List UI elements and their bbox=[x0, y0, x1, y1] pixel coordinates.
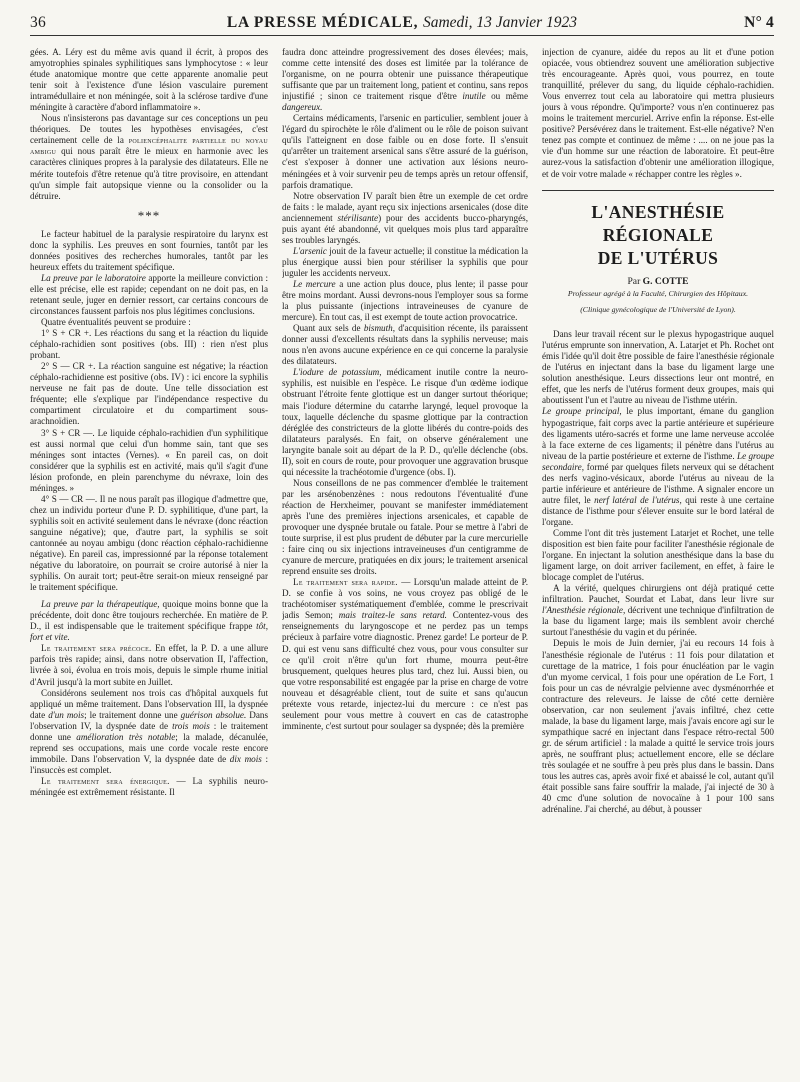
author-byline: Par G. COTTE bbox=[627, 275, 689, 287]
paragraph: Le mercure a une action plus douce, plus lente; il passe pour être moins mordant. Aussi devrons-nous l'employer sous sa forme la plus puissante (injections intraveineuses de cyanure de mercure). En tout cas, il est exempt de toute action provocatrice. bbox=[282, 278, 528, 323]
emphasis: tôt, fort et vite. bbox=[30, 621, 268, 643]
small-caps-phrase: poliencéphalite partielle du noyau ambigu bbox=[30, 135, 268, 157]
text-columns bbox=[30, 47, 774, 1074]
paragraph: Quatre éventualités peuvent se produire : bbox=[41, 317, 191, 328]
paragraph: La preuve par le laboratoire apporte la meilleure conviction : elle est précise, elle est rapide; cependant on ne doit pas, en la retenant seule, juger en dernier ressort, car certains concours de circonstances faussent parfois nos plus légitimes conclusions. bbox=[30, 272, 268, 316]
column-1 bbox=[30, 47, 268, 1074]
emphasis: L'iodure de potassium, bbox=[293, 367, 382, 378]
paragraph: 4° S — CR —. Il ne nous paraît pas illogique d'admettre que, chez un individu porteur d'une P. D. syphilitique, d'une part, la syphilis soit en activité seulement dans le névraxe (donc réaction sanguine négative); que, d'autre part, la syphilis se soit cantonnée au noyau ambigu (donc réaction céphalo-rachidienne négative). En pareil cas, impressionné par la réponse totalement négative du laboratoire, on pourrait se croire autorisé à nier la syphilis. On aurait tort; peut-être serait-on mieux renseigné par le traitement spécifique. bbox=[30, 493, 268, 593]
page-header bbox=[30, 14, 774, 36]
author-name: G. COTTE bbox=[642, 275, 689, 287]
section-asterism: *** bbox=[137, 207, 161, 223]
paragraph: Le traitement sera rapide. — Lorsqu'un malade atteint de P. D. se confie à vos soins, ne vous croyez pas obligé de le trachéotomiser systématiquement d'emblée, comme le prescrivait jadis Semon; mais traitez-le sans retard. Contentez-vous des renseignements du laryngoscope et ne perdez pas un temps précieux à parfaire votre diagnostic. Prenez garde! Le porteur de P. D. qui est venu sans difficulté chez vous, pour vous consulter sur ce qu'il croit n'être qu'un fort rhume, mourra peut-être brusquement, quelques heures plus tard, chez lui. Aussi bien, ou que votre responsabilité est engagée par la prise en charge de votre nouveau et désagréable client, tout de suite et sans qu'aucun prétexte vous retarde, injectez-lui du mercure : ce n'est pas seulement pour vous mettre à couvert en cas de catastrophe imminente, c'est surtout pour soulager sa dyspnée; dès la première bbox=[282, 577, 528, 731]
paragraph: Certains médicaments, l'arsenic en particulier, semblent jouer à l'égard du spirochète le rôle d'aliment ou le rôle de poison suivant qu'ils l'atteignent en dose faible ou en dose forte. Il s'ensuit qu'arrêter un traitement arsenical sans s'être assuré de la guérison, c'est s'exposer à donner une activation aux lésions neuro-méningées et à voir survenir peu de temps après un retour offensif, parfois dramatique. bbox=[282, 113, 528, 190]
paragraph: 2° S — CR +. La réaction sanguine est négative; la réaction céphalo-rachidienne est positive (obs. IV) : ici encore la syphilis nerveuse ne fait pas de doute. Une telle dissociation est fréquente; elle s'explique par l'indépendance respective du compartiment circulatoire et du compartiment sous-arachnoïdien. bbox=[30, 361, 268, 427]
journal-title bbox=[70, 14, 734, 32]
paragraph: faudra donc atteindre progressivement des doses élevées; mais, comme cette intensité des doses est limitée par la tolérance de l'organisme, on ne pourra obtenir une puissance thérapeutique suffisante que par un traitement long, patient et continu, sans repos injustifié ; sinon ce traitement risque d'être inutile ou même dangereux. bbox=[282, 47, 528, 113]
section-lead: Le traitement sera rapide. bbox=[293, 577, 398, 588]
paragraph: Considérons seulement nos trois cas d'hôpital auxquels fut appliqué un même traitement. Dans l'observation III, la dyspnée date d'un mois; le traitement donne une guérison absolue. Dans l'observation IV, la dyspnée date de trois mois : le traitement donne une amélioration très notable; la malade, décanulée, reprend ses occupations, mais une corde vocale reste encore immobile. Dans l'observation V, la dyspnée date de dix mois : l'insuccès est complet. bbox=[30, 687, 268, 775]
journal-name: LA PRESSE MÉDICALE, bbox=[226, 14, 419, 31]
article-title: L'ANESTHÉSIE RÉGIONALE DE L'UTÉRUS bbox=[591, 201, 725, 268]
paragraph: Nous n'insisterons pas davantage sur ces conceptions un peu théoriques. De toutes les hypothèses envisagées, c'est certainement celle de la poliencéphalite partielle du noyau ambigu qui nous paraît être le mieux en harmonie avec les caractères cliniques propres à la paralysie des dilatateurs. Elle ne mérite toutefois d'être retenue qu'à titre provisoire, en attendant qu'un simple fait autopsique vienne ou la consolider ou la détruire. bbox=[30, 113, 268, 201]
paragraph: A la vérité, quelques chirurgiens ont déjà pratiqué cette infiltration. Pauchet, Sourdat et Labat, dans leur livre sur l'Anesthésie régionale, décrivent une technique d'infiltration de la base du ligament large; mais ils semblent avoir cherché surtout l'anesthésie du vagin et du périnée. bbox=[542, 583, 774, 638]
paragraph: Le traitement sera énergique. — La syphilis neuro-méningée est extrêmement résistante. Il bbox=[30, 775, 268, 797]
author-affiliation: Professeur agrégé à la Faculté, Chirurgien des Hôpitaux. bbox=[567, 288, 749, 298]
emphasis: Le mercure bbox=[293, 278, 336, 289]
paragraph: Le facteur habituel de la paralysie respiratoire du larynx est donc la syphilis. Les preuves en sont fournies, tantôt par les données positives des recherches humorales, tantôt par les heureux effets du traitement spécifique. bbox=[30, 228, 268, 272]
issue-number: N° 4 bbox=[744, 14, 774, 31]
paragraph: injection de cyanure, aidée du repos au lit et d'une potion opiacée, vous obtiendrez souvent une amélioration subjective très encourageante. Après quoi, vous pourrez, en toute tranquillité, prélever du sang, du liquide céphalo-rachidien. Vous enverrez tout cela au laboratoire qui mettra plusieurs jours à vous répondre. Qu'importe? vous n'en continuerez pas moins le traitement mercuriel. Arrive enfin la réponse. Est-elle positive? Persévérez dans le traitement. Est-elle négative? N'en tenez pas compte et continuez de même : .... on ne joue pas la vie d'un homme sur une réaction de laboratoire. Et peut-être aurez-vous la satisfaction d'obtenir une amélioration illogique, et de voir votre malade « réchapper contre les règles ». bbox=[542, 47, 774, 179]
paragraph: 3° S + CR —. Le liquide céphalo-rachidien d'un syphilitique est aussi normal que celui d'un homme sain, tant que ses méninges sont intactes (Vernes). « En pareil cas, on doit considérer que la syphilis est en activité, mais qu'il s'agit d'une lésion profonde, en plein parenchyme du névraxe, loin des méninges. » bbox=[30, 427, 268, 493]
paragraph: La preuve par la thérapeutique, quoique moins bonne que la précédente, doit donc être toujours recherchée. En matière de P. D., il est indispensable que le traitement spécifique frappe tôt, fort et vite. bbox=[30, 599, 268, 643]
paragraph: Comme l'ont dit très justement Latarjet et Rochet, une telle disposition est bien faite pour faciliter l'anesthésie régionale de l'organe. En injectant la solution anesthésique dans la base du ligament large, on doit arriver facilement, en effet, à faire le blocage complet de l'utérus. bbox=[542, 528, 774, 583]
column-2 bbox=[282, 47, 528, 1074]
emphasis: La preuve par la thérapeutique, bbox=[41, 599, 160, 610]
clinic-name: (Clinique gynécologique de l'Université de Lyon). bbox=[580, 305, 736, 315]
paragraph: 1° S + CR +. Les réactions du sang et la réaction du liquide céphalo-rachidien sont positives (obs. III) : rien n'est plus probant. bbox=[30, 328, 268, 361]
paragraph: Quant aux sels de bismuth, d'acquisition récente, ils paraissent donner aussi d'excellents résultats dans la syphilis nerveuse; mais nous n'en avons aucune expérience en ce qui concerne la paralysie des dilatateurs. bbox=[282, 323, 528, 367]
section-lead: Le traitement sera précoce. bbox=[41, 643, 152, 654]
paragraph: Notre observation IV paraît bien être un exemple de cet ordre de faits : le malade, ayant reçu six injections arsenicales (dose dite anciennement stérilisante) pour des accidents bucco-pharyngés, puis ayant été abandonné, vit quelques mois plus tard apparaître ses troubles laryngés. bbox=[282, 190, 528, 245]
paragraph: Nous conseillons de ne pas commencer d'emblée le traitement par les arsénobenzènes : nous redoutons l'éventualité d'une réaction de Herxheimer, pouvant se manifester immédiatement après l'une des premières injections arsenicales, et capable de provoquer une dyspnée brutale ou fatale. Pour se mettre à l'abri de toute surprise, il est plus prudent de débuter par la cure mercurielle : faire cinq ou six injections intraveineuses d'un centigramme de cyanure de mercure, pratiquées en dix jours; le traitement arsenical reprend ensuite ses droits. bbox=[282, 477, 528, 577]
paragraph: Le groupe principal, le plus important, émane du ganglion hypogastrique, fait corps avec la partie antérieure et supérieure des ligaments utéro-sacrés et forme une lame nerveuse accolée à la face externe de ces ligaments; il pénètre dans l'utérus au niveau de la partie postérieure et externe de l'isthme. Le groupe secondaire, formé par quelques filets nerveux qui se détachent des nerfs vagino-vésicaux, aborde l'utérus au niveau de la partie inférieure et antérieure de l'isthme. A signaler encore un autre filet, le nerf latéral de l'utérus, qui reste à une certaine distance de l'isthme pour s'élever ensuite sur le bord latéral de l'organe. bbox=[542, 406, 774, 527]
paragraph: gées. A. Léry est du même avis quand il écrit, à propos des amyotrophies spinales syphilitiques sans lymphocytose : « leur étude anatomique montre que cette apparente anomalie peut tenir soit à l'existence d'une lésion vasculaire purement intramédullaire et non méningée, soit à la sclérose tardive d'une méningite à caractère d'abord inflammatoire ». bbox=[30, 47, 268, 113]
article-divider bbox=[542, 190, 774, 191]
emphasis: Le groupe principal, bbox=[542, 406, 622, 417]
column-3 bbox=[542, 47, 774, 1074]
paragraph: Dans leur travail récent sur le plexus hypogastrique auquel l'utérus emprunte son innervation, A. Latarjet et Ph. Rochet ont émis l'idée qu'il doit être possible de faire l'anesthésie régionale de l'utérus en injectant dans la base du ligament large une solution anesthésique. Leurs dissections leur ont montré, en effet, que les nerfs de l'utérus forment deux groupes, mais qui aboutissent l'un et l'autre au niveau de l'isthme utérin. bbox=[542, 329, 774, 406]
issue-date: Samedi, 13 Janvier 1923 bbox=[422, 14, 578, 31]
emphasis: L'arsenic bbox=[293, 245, 327, 256]
paragraph: Le traitement sera précoce. En effet, la P. D. a une allure parfois très rapide; ainsi, dans notre observation II, l'affection, livrée à soi, évolua en trois mois, depuis le simple rhume initial d'Avril jusqu'à la mort subite en Juillet. bbox=[30, 643, 268, 687]
paragraph: L'arsenic jouit de la faveur actuelle; il constitue la médication la plus énergique aussi bien pour stériliser la syphilis que pour juguler les accidents nerveux. bbox=[282, 245, 528, 278]
paragraph: Depuis le mois de Juin dernier, j'ai eu recours 14 fois à l'anesthésie régionale de l'utérus : 11 fois pour dilatation et curettage de la matrice, 1 fois pour énucléation par le vagin d'un myome cervical, 1 fois pour une opération de Le Fort, 1 fois pour un cas de névralgie pelvienne avec dysménorrhée et contracture des releveurs. Je laisse de côté cette dernière observation, car non seulement j'avais infiltré, chez cette malade, la base du ligament large, mais j'avais encore agi sur le sympathique sacré en injectant dans l'espace rétro-rectal 500 gr. de sérum artificiel : la malade a quitté le service trois jours après, ne souffrant plus; actuellement encore, elle se déclare très soulagée et ne souffre à peu près plus dans le bassin. Dans tous les autres cas, après avoir fixé et abaissé le col, autant qu'il était possible sans faire souffrir la malade, j'ai injecté de 30 à 40 cmc d'une solution de novocaïne à 1 pour 100 sans adrénaline. J'ai cherché, au début, à pousser bbox=[542, 638, 774, 815]
page-number: 36 bbox=[30, 14, 46, 31]
paragraph: L'iodure de potassium, médicament inutile contre la neuro-syphilis, est nuisible en l'espèce. Le risque d'un œdème iodique obstruant l'étroite fente glottique est un danger surtout théorique; mais l'iodure détermine du catarrhe laryngé, lequel provoque la toux, laquelle déclenche du spasme glottique par la contraction déréglée des constricteurs de la glotte libérés du contre-poids des dilatateurs paralysés. En fait, on observe généralement une laryngite banale soit au départ de la P. D., qu'elle déclenche (obs. II), soit en cours de route, pour provoquer une aggravation brusque qui nécessite la trachéotomie d'urgence (obs. I). bbox=[282, 367, 528, 477]
section-lead: Le traitement sera énergique. bbox=[41, 775, 170, 786]
emphasis: La preuve par le laboratoire bbox=[41, 272, 146, 283]
